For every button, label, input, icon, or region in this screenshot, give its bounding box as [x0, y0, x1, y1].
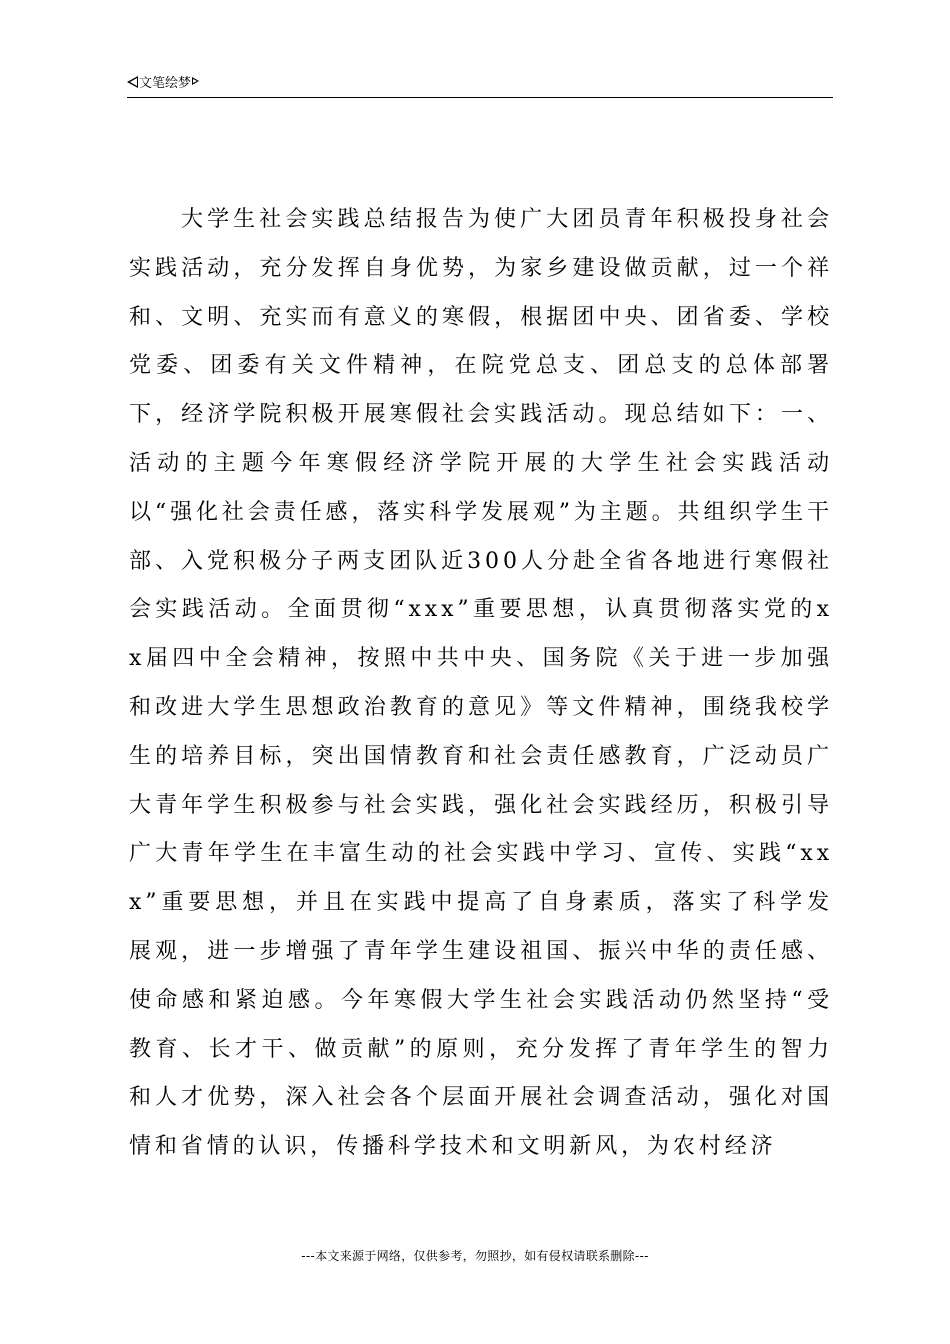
page-header — [127, 70, 833, 98]
body-paragraph: 大学生社会实践总结报告为使广大团员青年积极投身社会实践活动，充分发挥自身优势，为家乡建设做贡献，过一个祥和、文明、充实而有意义的寒假，根据团中央、团省委、学校党委、团委有关文件精神，在院党总支、团总支的总体部署下，经济学院积极开展寒假社会实践活动。现总结如下：一、活动的主题今年寒假经济学院开展的大学生社会实践活动以“强化社会责任感，落实科学发展观”为主题。共组织学生干部、入党积极分子两支团队近300人分赴全省各地进行寒假社会实践活动。全面贯彻“xxx”重要思想，认真贯彻落实党的xx届四中全会精神，按照中共中央、国务院《关于进一步加强和改进大学生思想政治教育的意见》等文件精神，围绕我校学生的培养目标，突出国情教育和社会责任感教育，广泛动员广大青年学生积极参与社会实践，强化社会实践经历，积极引导广大青年学生在丰富生动的社会实践中学习、宣传、实践“xxx”重要思想，并且在实践中提高了自身素质，落实了科学发展观，进一步增强了青年学生建设祖国、振兴中华的责任感、使命感和紧迫感。今年寒假大学生社会实践活动仍然坚持“受教育、长才干、做贡献”的原则，充分发挥了青年学生的智力和人才优势，深入社会各个层面开展社会调查活动，强化对国情和省情的认识，传播科学技术和文明新风，为农村经济 — [129, 207, 833, 1160]
header-brand-text: 文笔绘梦 — [139, 76, 192, 91]
page-footer: ---本文来源于网络，仅供参考，勿照抄，如有侵权请联系删除--- — [301, 1249, 649, 1263]
triangle-right-outline-icon — [192, 77, 199, 85]
triangle-left-outline-icon — [127, 76, 138, 88]
header-brand — [127, 76, 199, 92]
